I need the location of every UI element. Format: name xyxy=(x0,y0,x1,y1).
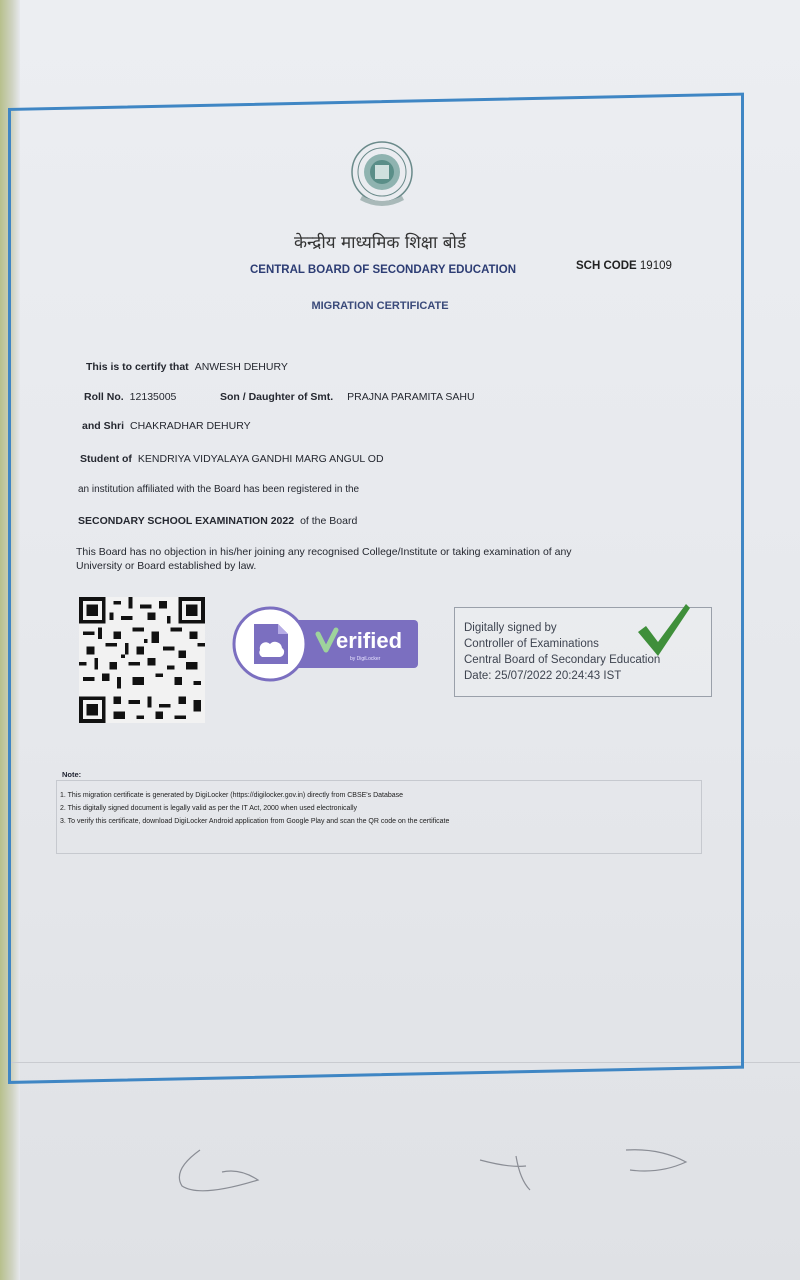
student-of-label: Student of xyxy=(80,453,132,465)
signature-line-1: Digitally signed by xyxy=(464,622,557,634)
exam-suffix: of the Board xyxy=(300,515,358,527)
certify-label: This is to certify that xyxy=(86,361,189,373)
signature-date: Date: 25/07/2022 20:24:43 IST xyxy=(464,670,622,682)
objection-line-2: University or Board established by law. xyxy=(76,560,257,572)
digilocker-verified-badge xyxy=(232,606,418,682)
father-line xyxy=(82,420,251,432)
note-item-1: 1. This migration certificate is generated by DigiLocker (https://digilocker.gov.in) directly from CBSE's Database xyxy=(60,792,404,799)
sch-code-label: SCH CODE xyxy=(576,260,637,272)
affiliation-text: an institution affiliated with the Board has been registered in the xyxy=(78,484,360,495)
pencil-marks xyxy=(160,1140,700,1210)
exam-name: SECONDARY SCHOOL EXAMINATION 2022 xyxy=(78,515,295,527)
note-item-3: 3. To verify this certificate, download DigiLocker Android application from Google Play and scan the QR code on the certificate xyxy=(60,818,450,825)
school-code xyxy=(576,260,672,272)
roll-line xyxy=(84,391,176,403)
father-name: CHAKRADHAR DEHURY xyxy=(130,420,251,432)
board-name-hindi: केन्द्रीय माध्यमिक शिक्षा बोर्ड xyxy=(293,233,467,253)
father-label: and Shri xyxy=(82,420,125,432)
signature-line-2: Controller of Examinations xyxy=(464,638,599,650)
certify-line xyxy=(86,361,288,373)
roll-label: Roll No. xyxy=(84,391,124,403)
objection-line-1: This Board has no objection in his/her joining any recognised College/Institute or taking examination of any xyxy=(76,546,572,558)
certificate-title: MIGRATION CERTIFICATE xyxy=(311,300,449,312)
mother-label: Son / Daughter of Smt. xyxy=(220,391,334,403)
cbse-emblem-icon xyxy=(348,140,416,212)
note-item-2: 2. This digitally signed document is legally valid as per the IT Act, 2000 when used electronically xyxy=(60,805,358,812)
school-line xyxy=(80,453,384,465)
board-name: CENTRAL BOARD OF SECONDARY EDUCATION xyxy=(250,264,516,276)
mother-name: PRAJNA PARAMITA SAHU xyxy=(347,391,475,403)
verified-subtext: by DigiLocker xyxy=(350,656,381,662)
qr-code xyxy=(76,597,208,723)
objection-text xyxy=(76,545,716,573)
exam-line xyxy=(78,515,357,527)
mother-line xyxy=(220,391,475,403)
sch-code-value: 19109 xyxy=(639,260,672,272)
roll-number: 12135005 xyxy=(129,391,177,403)
note-heading: Note: xyxy=(62,770,82,779)
verified-text: erified xyxy=(336,628,403,653)
student-name: ANWESH DEHURY xyxy=(194,361,288,373)
signature-line-3: Central Board of Secondary Education xyxy=(464,654,661,666)
school-name: KENDRIYA VIDYALAYA GANDHI MARG ANGUL OD xyxy=(137,453,384,465)
green-check-icon xyxy=(634,602,692,658)
